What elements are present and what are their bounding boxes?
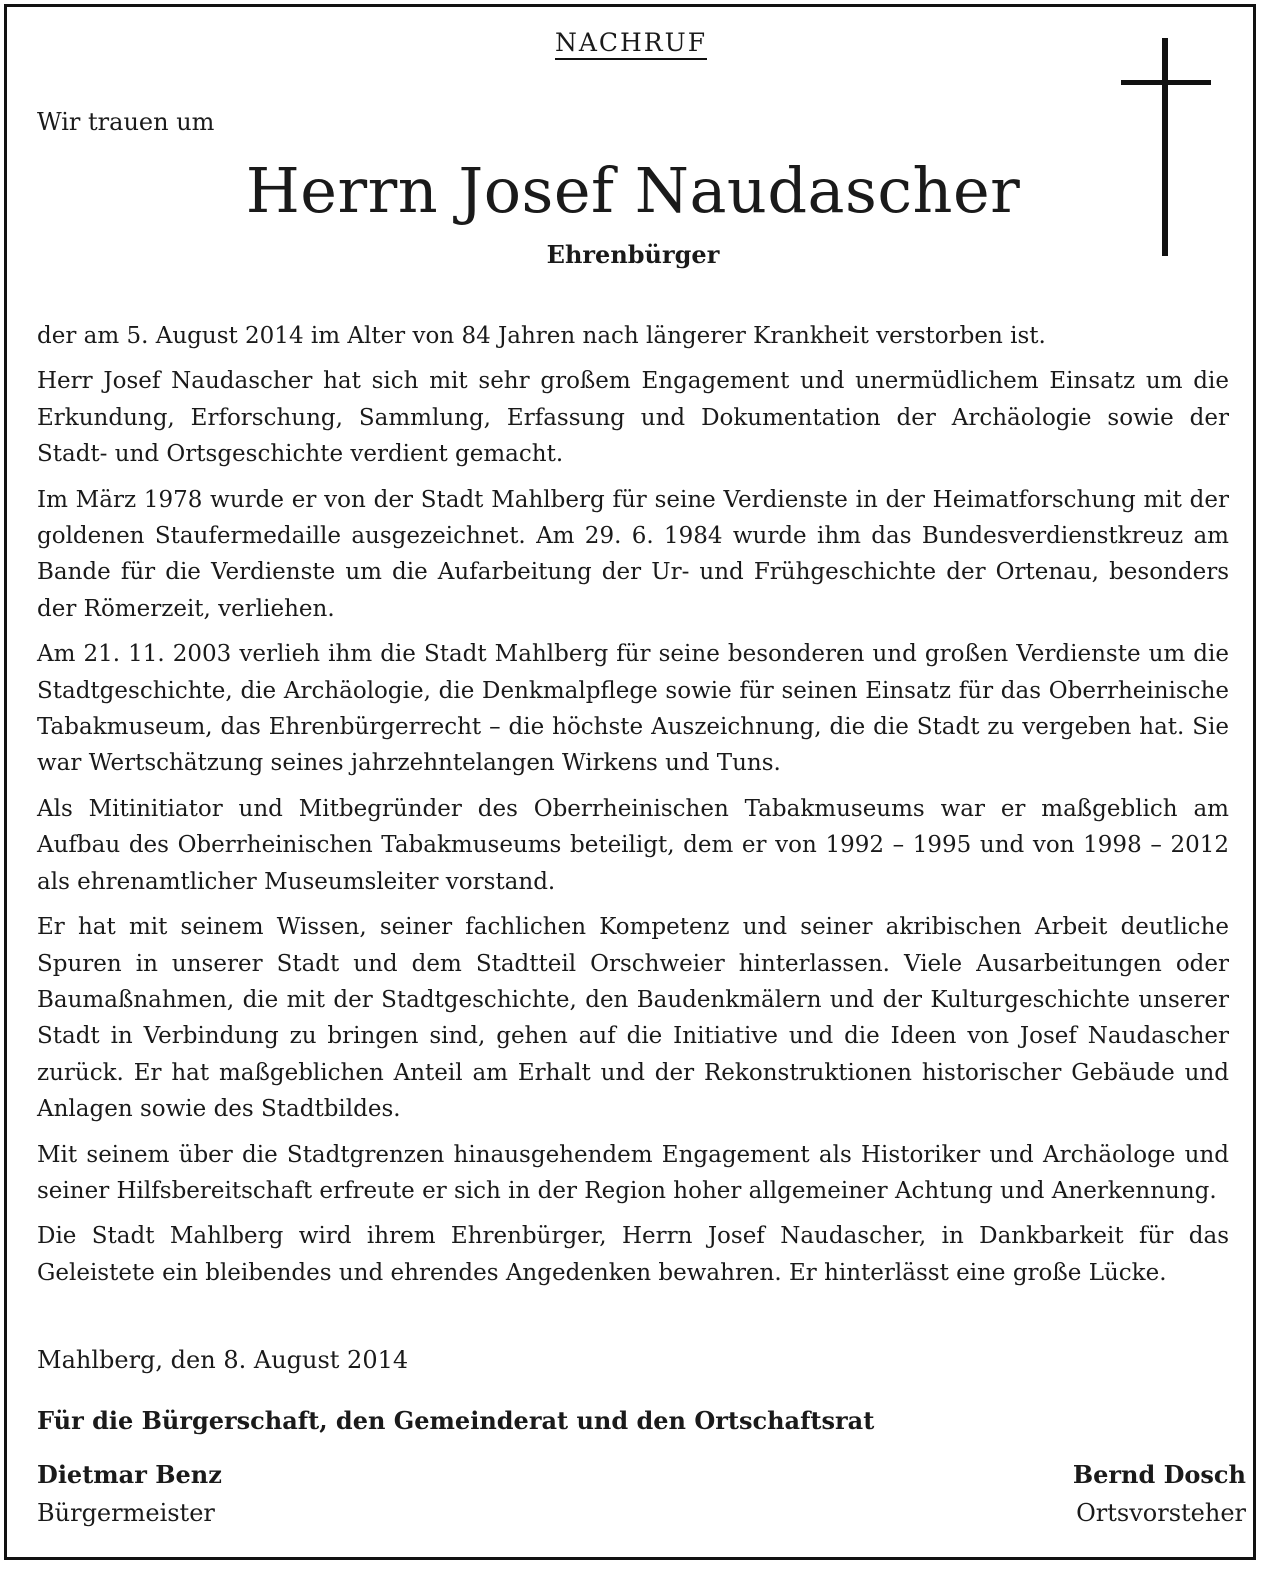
signatory-right-name: Bernd Dosch bbox=[1072, 1460, 1246, 1489]
paragraph: Mit seinem über die Stadtgrenzen hinausgehendem Engagement als Historiker und Archäologe und seiner Hilfsbereitschaft erfreute er sich in der Region hoher allgemeiner Achtung und Anerkennung. bbox=[37, 1141, 1229, 1204]
paragraph: Als Mitinitiator und Mitbegründer des Oberrheinischen Tabakmuseums war er maßgeblich am Aufbau des Oberrheinischen Tabakmuseums beteiligt, dem er von 1992 – 1995 und von 1998 – 2012 als ehrenamtlicher Museumsleiter vorstand. bbox=[37, 795, 1229, 895]
signatory-right-title: Ortsvorsteher bbox=[1076, 1499, 1246, 1527]
paragraph: Herr Josef Naudascher hat sich mit sehr großem Engagement und unermüdlichem Einsatz um die Erkundung, Erforschung, Sammlung, Erfassung und Dokumentation der Archäologie sowie der Stadt- und Ortsgeschichte verdient gemacht. bbox=[37, 368, 1229, 468]
signatory-left-name: Dietmar Benz bbox=[37, 1460, 222, 1489]
paragraph: Im März 1978 wurde er von der Stadt Mahlberg für seine Verdienste in der Heimatforschung mit der goldenen Staufermedaille ausgezeichnet. Am 29. 6. 1984 wurde ihm das Bundesverdienstkreuz am Bande für die Verdienste um die Aufarbeitung der Ur- und Frühgeschichte der Ortenau, besonders der Römerzeit, verliehen. bbox=[37, 486, 1229, 622]
signatory-right bbox=[1073, 1456, 1246, 1532]
obituary-body bbox=[37, 318, 1229, 1300]
cross-icon-bar bbox=[1121, 80, 1211, 85]
signatory-left bbox=[37, 1456, 222, 1532]
deceased-name: Herrn Josef Naudascher bbox=[245, 154, 1021, 227]
paragraph: Er hat mit seinem Wissen, seiner fachlichen Kompetenz und seiner akribischen Arbeit deutliche Spuren in unserer Stadt und dem Stadtteil Orschweier hinterlassen. Viele Ausarbeitungen oder Baumaßnahmen, die mit der Stadtgeschichte, den Baudenkmälern und der Kulturgeschichte unserer Stadt in Verbindung zu bringen sind, gehen auf die Initiative und die Ideen von Josef Naudascher zurück. Er hat maßgeblichen Anteil am Erhalt und der Rekonstruktionen historischer Gebäude und Anlagen sowie des Stadtbildes. bbox=[37, 914, 1229, 1123]
place-date: Mahlberg, den 8. August 2014 bbox=[37, 1346, 409, 1374]
paragraph: Am 21. 11. 2003 verlieh ihm die Stadt Mahlberg für seine besonderen und großen Verdienste um die Stadtgeschichte, die Archäologie, die Denkmalpflege sowie für seinen Einsatz für das Oberrheinische Tabakmuseum, das Ehrenbürgerrecht – die höchste Auszeichnung, die die Stadt zu vergeben hat. Sie war Wertschätzung seines jahrzehntelangen Wirkens und Tuns. bbox=[37, 641, 1229, 777]
paragraph: Die Stadt Mahlberg wird ihrem Ehrenbürger, Herrn Josef Naudascher, in Dankbarkeit für das Geleistete ein bleibendes und ehrendes Angedenken bewahren. Er hinterlässt eine große Lücke. bbox=[37, 1223, 1229, 1286]
signatory-left-title: Bürgermeister bbox=[37, 1499, 215, 1527]
signatory-line: Für die Bürgerschaft, den Gemeinderat und den Ortschaftsrat bbox=[37, 1406, 875, 1435]
intro-text: Wir trauen um bbox=[37, 108, 215, 136]
page-title-text: NACHRUF bbox=[555, 28, 707, 60]
paragraph: der am 5. August 2014 im Alter von 84 Jahren nach längerer Krankheit verstorben ist. bbox=[37, 323, 1046, 349]
page-title bbox=[0, 28, 1262, 57]
honor-title: Ehrenbürger bbox=[546, 240, 720, 269]
